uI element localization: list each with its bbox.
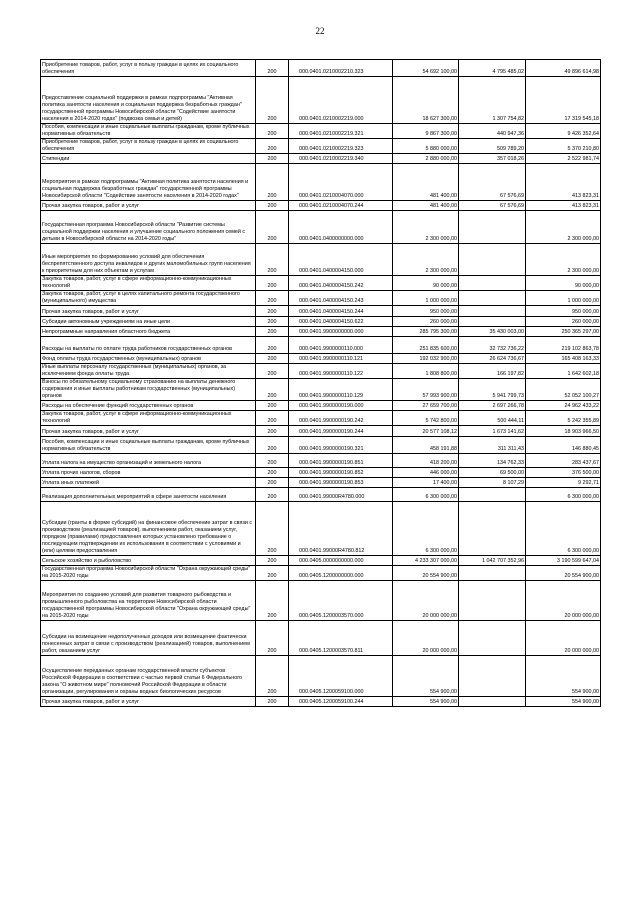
row-remaining-amount-cell: 49 896 614,98 <box>526 60 601 77</box>
row-code-cell: 200 <box>256 426 289 437</box>
row-code-cell: 200 <box>256 276 289 291</box>
row-classification-code-cell: 000.0401.99000R4780.000 <box>289 488 393 502</box>
row-remaining-amount-cell: 5 242 355,89 <box>526 411 601 426</box>
table-row <box>41 124 601 139</box>
row-executed-amount-cell <box>459 697 526 707</box>
row-approved-amount-cell: 20 000 000,00 <box>393 621 459 656</box>
row-remaining-amount-cell: 146 880,45 <box>526 437 601 454</box>
row-name-cell: Прочая закупка товаров, работ и услуг <box>41 697 256 707</box>
row-name-cell: Приобретение товаров, работ, услуг в пользу граждан в целях их социального обеспечения <box>41 60 256 77</box>
table-row <box>41 77 601 124</box>
table-row <box>41 401 601 411</box>
row-approved-amount-cell: 27 659 700,00 <box>393 401 459 411</box>
row-classification-code-cell: 000.0401.9900000000.000 <box>289 327 393 337</box>
row-approved-amount-cell: 18 627 300,00 <box>393 77 459 124</box>
row-name-cell: Уплата налога на имущество организаций и земельного налога <box>41 454 256 468</box>
row-approved-amount-cell: 260 000,00 <box>393 317 459 327</box>
row-executed-amount-cell <box>459 621 526 656</box>
row-code-cell: 200 <box>256 164 289 201</box>
row-approved-amount-cell: 192 032 900,00 <box>393 354 459 364</box>
row-approved-amount-cell: 20 000 000,00 <box>393 581 459 621</box>
table-row <box>41 244 601 276</box>
row-code-cell: 200 <box>256 468 289 478</box>
row-remaining-amount-cell: 413 823,31 <box>526 201 601 211</box>
row-remaining-amount-cell: 18 903 966,50 <box>526 426 601 437</box>
row-classification-code-cell: 000.0401.9900000110.121 <box>289 354 393 364</box>
table-row <box>41 211 601 244</box>
row-code-cell: 200 <box>256 337 289 354</box>
row-executed-amount-cell: 67 576,69 <box>459 201 526 211</box>
row-remaining-amount-cell: 24 962 433,22 <box>526 401 601 411</box>
row-remaining-amount-cell: 9 426 352,64 <box>526 124 601 139</box>
row-code-cell: 200 <box>256 244 289 276</box>
table-row <box>41 164 601 201</box>
row-executed-amount-cell <box>459 276 526 291</box>
row-approved-amount-cell: 481 400,00 <box>393 164 459 201</box>
row-approved-amount-cell: 5 880 000,00 <box>393 139 459 154</box>
row-code-cell: 200 <box>256 556 289 566</box>
row-approved-amount-cell: 554 900,00 <box>393 697 459 707</box>
row-classification-code-cell: 000.0405.0000000000.000 <box>289 556 393 566</box>
row-classification-code-cell: 000.0401.9900000190.242 <box>289 411 393 426</box>
table-row <box>41 317 601 327</box>
row-classification-code-cell: 000.0401.0400004150.000 <box>289 244 393 276</box>
row-executed-amount-cell <box>459 317 526 327</box>
row-approved-amount-cell: 90 000,00 <box>393 276 459 291</box>
row-classification-code-cell: 000.0405.1200000000.000 <box>289 566 393 581</box>
row-approved-amount-cell: 57 993 900,00 <box>393 379 459 401</box>
row-approved-amount-cell: 446 000,00 <box>393 468 459 478</box>
row-approved-amount-cell: 5 742 800,00 <box>393 411 459 426</box>
row-approved-amount-cell: 418 200,00 <box>393 454 459 468</box>
row-code-cell: 200 <box>256 454 289 468</box>
row-remaining-amount-cell: 2 522 981,74 <box>526 154 601 164</box>
row-approved-amount-cell: 2 300 000,00 <box>393 244 459 276</box>
row-executed-amount-cell <box>459 488 526 502</box>
row-code-cell: 200 <box>256 327 289 337</box>
row-code-cell: 200 <box>256 77 289 124</box>
table-row <box>41 621 601 656</box>
row-remaining-amount-cell: 413 823,31 <box>526 164 601 201</box>
row-remaining-amount-cell: 554 900,00 <box>526 697 601 707</box>
row-classification-code-cell: 000.0401.9900000110.129 <box>289 379 393 401</box>
row-classification-code-cell: 000.0401.0400004150.242 <box>289 276 393 291</box>
row-remaining-amount-cell: 554 900,00 <box>526 656 601 697</box>
row-classification-code-cell: 000.0401.0400004150.244 <box>289 306 393 317</box>
row-remaining-amount-cell: 52 052 100,27 <box>526 379 601 401</box>
row-approved-amount-cell: 20 577 108,12 <box>393 426 459 437</box>
row-classification-code-cell: 000.0401.9900000190.244 <box>289 426 393 437</box>
row-classification-code-cell: 000.0401.9900000190.851 <box>289 454 393 468</box>
row-approved-amount-cell: 9 867 300,00 <box>393 124 459 139</box>
row-name-cell: Осуществление переданных органам государственной власти субъектов Российской Федерации в соответствии с частью первой статьи 6 Федерального закона "О животном мире" полномочий Российской Федерации в области организации, регулирования и охраны водных биологических ресурсов <box>41 656 256 697</box>
row-name-cell: Непрограммные направления областного бюджета <box>41 327 256 337</box>
row-remaining-amount-cell: 17 319 545,18 <box>526 77 601 124</box>
row-approved-amount-cell: 4 233 307 000,00 <box>393 556 459 566</box>
row-classification-code-cell: 000.0401.0210002210.323 <box>289 60 393 77</box>
row-code-cell: 200 <box>256 364 289 379</box>
row-classification-code-cell: 000.0401.0210002219.323 <box>289 139 393 154</box>
row-name-cell: Государственная программа Новосибирской области "Развитие системы социальной поддержки населения и улучшение социального положения семей с детьми в Новосибирской области на 2014-2020 годы" <box>41 211 256 244</box>
row-code-cell: 200 <box>256 201 289 211</box>
table-row <box>41 354 601 364</box>
row-classification-code-cell: 000.0401.0210002219.340 <box>289 154 393 164</box>
row-executed-amount-cell: 2 697 266,78 <box>459 401 526 411</box>
row-executed-amount-cell: 69 500,00 <box>459 468 526 478</box>
row-executed-amount-cell: 166 197,82 <box>459 364 526 379</box>
row-executed-amount-cell <box>459 211 526 244</box>
row-name-cell: Закупка товаров, работ, услуг в сфере информационно-коммуникационных технологий <box>41 276 256 291</box>
row-approved-amount-cell: 6 300 000,00 <box>393 488 459 502</box>
row-classification-code-cell: 000.0401.0210004070.000 <box>289 164 393 201</box>
row-name-cell: Иные мероприятия по формированию условий для обеспечения беспрепятственного доступа инвалидов и других маломобильных групп населения к приоритетным для них объектам и услугам <box>41 244 256 276</box>
row-name-cell: Мероприятия по созданию условий для развития товарного рыбоводства и промышленного рыболовства на территории Новосибирской области государственной программы Новосибирской области "Охрана окружающей среды" на 2015-2020 годы <box>41 581 256 621</box>
row-remaining-amount-cell: 1 000 000,00 <box>526 291 601 306</box>
row-remaining-amount-cell: 20 000 000,00 <box>526 581 601 621</box>
row-classification-code-cell: 000.0401.9900000110.000 <box>289 337 393 354</box>
table-row <box>41 556 601 566</box>
table-row <box>41 379 601 401</box>
row-remaining-amount-cell: 20 000 000,00 <box>526 621 601 656</box>
row-classification-code-cell: 000.0401.0400000000.000 <box>289 211 393 244</box>
row-executed-amount-cell: 509 789,20 <box>459 139 526 154</box>
row-classification-code-cell: 000.0401.9900000110.122 <box>289 364 393 379</box>
row-approved-amount-cell: 554 900,00 <box>393 656 459 697</box>
table-row <box>41 656 601 697</box>
row-classification-code-cell: 000.0401.9900000190.852 <box>289 468 393 478</box>
row-classification-code-cell: 000.0401.9900000190.321 <box>289 437 393 454</box>
row-name-cell: Закупка товаров, работ, услуг в сфере информационно-коммуникационных технологий <box>41 411 256 426</box>
row-remaining-amount-cell: 9 292,71 <box>526 478 601 488</box>
row-name-cell: Прочая закупка товаров, работ и услуг <box>41 306 256 317</box>
row-executed-amount-cell: 35 430 003,00 <box>459 327 526 337</box>
row-executed-amount-cell <box>459 306 526 317</box>
row-remaining-amount-cell: 2 300 000,00 <box>526 244 601 276</box>
table-row <box>41 502 601 556</box>
table-row <box>41 468 601 478</box>
row-code-cell: 200 <box>256 211 289 244</box>
table-row <box>41 437 601 454</box>
table-row <box>41 581 601 621</box>
table-row <box>41 201 601 211</box>
row-remaining-amount-cell: 250 365 297,00 <box>526 327 601 337</box>
row-remaining-amount-cell: 6 300 000,00 <box>526 488 601 502</box>
table-row <box>41 291 601 306</box>
row-code-cell: 200 <box>256 379 289 401</box>
row-classification-code-cell: 000.0401.0210002219.000 <box>289 77 393 124</box>
row-executed-amount-cell: 1 673 141,62 <box>459 426 526 437</box>
row-classification-code-cell: 000.0401.0400004150.622 <box>289 317 393 327</box>
table-row <box>41 276 601 291</box>
row-name-cell: Уплата прочих налогов, сборов <box>41 468 256 478</box>
row-name-cell: Приобретение товаров, работ, услуг в пользу граждан в целях их социального обеспечения <box>41 139 256 154</box>
row-name-cell: Расходы на обеспечение функций государственных органов <box>41 401 256 411</box>
row-name-cell: Уплата иных платежей <box>41 478 256 488</box>
row-classification-code-cell: 000.0401.0400004150.243 <box>289 291 393 306</box>
row-name-cell: Реализация дополнительных мероприятий в сфере занятости населения <box>41 488 256 502</box>
row-classification-code-cell: 000.0405.1200059100.000 <box>289 656 393 697</box>
row-classification-code-cell: 000.0405.1200003570.811 <box>289 621 393 656</box>
row-classification-code-cell: 000.0405.1200059100.244 <box>289 697 393 707</box>
table-row <box>41 337 601 354</box>
row-name-cell: Государственная программа Новосибирской области "Охрана окружающей среды" на 2015-2020 годы <box>41 566 256 581</box>
row-executed-amount-cell: 32 732 736,22 <box>459 337 526 354</box>
row-code-cell: 200 <box>256 411 289 426</box>
row-code-cell: 200 <box>256 478 289 488</box>
row-name-cell: Фонд оплаты труда государственных (муниципальных) органов <box>41 354 256 364</box>
row-name-cell: Пособия, компенсации и иные социальные выплаты гражданам, кроме публичных нормативных обязательств <box>41 124 256 139</box>
table-row <box>41 478 601 488</box>
row-approved-amount-cell: 2 880 000,00 <box>393 154 459 164</box>
row-name-cell: Субсидии автономным учреждениям на иные цели <box>41 317 256 327</box>
row-approved-amount-cell: 251 835 600,00 <box>393 337 459 354</box>
row-name-cell: Расходы на выплаты по оплате труда работников государственных органов <box>41 337 256 354</box>
row-name-cell: Сельское хозяйство и рыболовство <box>41 556 256 566</box>
row-classification-code-cell: 000.0401.9900000190.853 <box>289 478 393 488</box>
row-name-cell: Взносы по обязательному социальному страхованию на выплаты денежного содержания и иные выплаты работникам государственных (муниципальных) органов <box>41 379 256 401</box>
row-code-cell: 200 <box>256 566 289 581</box>
row-approved-amount-cell: 950 000,00 <box>393 306 459 317</box>
row-code-cell: 200 <box>256 124 289 139</box>
row-approved-amount-cell: 20 554 900,00 <box>393 566 459 581</box>
table-row <box>41 454 601 468</box>
row-executed-amount-cell: 67 576,69 <box>459 164 526 201</box>
row-name-cell: Закупка товаров, работ, услуг в целях капитального ремонта государственного (муниципального) имущества <box>41 291 256 306</box>
page-number: 22 <box>315 26 325 36</box>
row-executed-amount-cell: 8 107,29 <box>459 478 526 488</box>
row-executed-amount-cell: 311 311,43 <box>459 437 526 454</box>
row-approved-amount-cell: 1 000 000,00 <box>393 291 459 306</box>
row-code-cell: 200 <box>256 291 289 306</box>
row-name-cell: Стипендии <box>41 154 256 164</box>
row-name-cell: Иные выплаты персоналу государственных (муниципальных) органов, за исключением фонда оплаты труда <box>41 364 256 379</box>
row-classification-code-cell: 000.0401.9900000190.000 <box>289 401 393 411</box>
row-approved-amount-cell: 6 300 000,00 <box>393 502 459 556</box>
row-executed-amount-cell: 440 947,36 <box>459 124 526 139</box>
table-row <box>41 566 601 581</box>
budget-table <box>40 59 601 707</box>
row-code-cell: 200 <box>256 354 289 364</box>
row-code-cell: 200 <box>256 60 289 77</box>
table-row <box>41 697 601 707</box>
row-executed-amount-cell <box>459 291 526 306</box>
row-code-cell: 200 <box>256 154 289 164</box>
row-remaining-amount-cell: 165 408 163,33 <box>526 354 601 364</box>
row-code-cell: 200 <box>256 139 289 154</box>
row-code-cell: 200 <box>256 488 289 502</box>
row-classification-code-cell: 000.0401.0210004070.244 <box>289 201 393 211</box>
row-remaining-amount-cell: 283 437,67 <box>526 454 601 468</box>
row-code-cell: 200 <box>256 306 289 317</box>
row-code-cell: 200 <box>256 401 289 411</box>
row-executed-amount-cell <box>459 502 526 556</box>
row-approved-amount-cell: 2 300 000,00 <box>393 211 459 244</box>
row-code-cell: 200 <box>256 317 289 327</box>
row-name-cell: Предоставление социальной поддержки в рамках подпрограммы "Активная политика занятости населения и социальная поддержка безработных граждан" государственной программы Новосибирской области "Содействие занятости населения в 2014-2020 годах" (подвозка семьи и детей) <box>41 77 256 124</box>
row-approved-amount-cell: 481 400,00 <box>393 201 459 211</box>
row-remaining-amount-cell: 2 300 000,00 <box>526 211 601 244</box>
row-remaining-amount-cell: 260 000,00 <box>526 317 601 327</box>
row-name-cell: Пособия, компенсации и иные социальные выплаты гражданам, кроме публичных нормативных обязательств <box>41 437 256 454</box>
row-executed-amount-cell: 500 444,11 <box>459 411 526 426</box>
row-executed-amount-cell <box>459 656 526 697</box>
row-executed-amount-cell: 357 018,26 <box>459 154 526 164</box>
row-executed-amount-cell: 26 624 736,67 <box>459 354 526 364</box>
row-remaining-amount-cell: 5 370 210,80 <box>526 139 601 154</box>
row-remaining-amount-cell: 6 300 000,00 <box>526 502 601 556</box>
row-executed-amount-cell <box>459 566 526 581</box>
row-code-cell: 200 <box>256 502 289 556</box>
table-row <box>41 154 601 164</box>
row-name-cell: Прочая закупка товаров, работ и услуг <box>41 426 256 437</box>
table-row <box>41 306 601 317</box>
row-executed-amount-cell <box>459 581 526 621</box>
row-classification-code-cell: 000.0401.99000R4780.812 <box>289 502 393 556</box>
row-approved-amount-cell: 54 692 100,00 <box>393 60 459 77</box>
row-code-cell: 200 <box>256 697 289 707</box>
row-approved-amount-cell: 1 808 800,00 <box>393 364 459 379</box>
row-name-cell: Субсидии (гранты в форме субсидий) на финансовое обеспечение затрат в связи с производством (реализацией товаров), выполнением работ, оказанием услуг, порядком (правилами) предоставления которых установлено требование о последующем подтверждении их использования в соответствии с условиями и (или) целями предоставления <box>41 502 256 556</box>
table-row <box>41 327 601 337</box>
row-classification-code-cell: 000.0401.0210002219.321 <box>289 124 393 139</box>
row-classification-code-cell: 000.0405.1200003570.000 <box>289 581 393 621</box>
row-approved-amount-cell: 458 191,88 <box>393 437 459 454</box>
row-remaining-amount-cell: 3 190 599 647,04 <box>526 556 601 566</box>
row-executed-amount-cell: 1 042 707 352,96 <box>459 556 526 566</box>
row-code-cell: 200 <box>256 656 289 697</box>
row-executed-amount-cell <box>459 244 526 276</box>
row-name-cell: Мероприятия в рамках подпрограммы "Активная политика занятости населения и социальная поддержка безработных граждан" государственной программы Новосибирской области "Содействие занятости населения в 2014-2020 годах" <box>41 164 256 201</box>
row-executed-amount-cell: 1 307 754,82 <box>459 77 526 124</box>
row-executed-amount-cell: 5 941 799,73 <box>459 379 526 401</box>
table-row <box>41 139 601 154</box>
table-row <box>41 60 601 77</box>
row-remaining-amount-cell: 219 102 863,78 <box>526 337 601 354</box>
row-executed-amount-cell: 4 795 485,02 <box>459 60 526 77</box>
row-name-cell: Прочая закупка товаров, работ и услуг <box>41 201 256 211</box>
row-remaining-amount-cell: 376 500,00 <box>526 468 601 478</box>
table-row <box>41 426 601 437</box>
row-code-cell: 200 <box>256 437 289 454</box>
row-remaining-amount-cell: 1 642 602,18 <box>526 364 601 379</box>
row-remaining-amount-cell: 20 554 900,00 <box>526 566 601 581</box>
row-name-cell: Субсидии на возмещение недополученных доходов или возмещение фактически понесенных затрат в связи с производством (реализацией) товаров, выполнением работ, оказанием услуг <box>41 621 256 656</box>
row-executed-amount-cell: 134 762,33 <box>459 454 526 468</box>
table-row <box>41 411 601 426</box>
row-code-cell: 200 <box>256 581 289 621</box>
row-approved-amount-cell: 285 795 300,00 <box>393 327 459 337</box>
row-remaining-amount-cell: 90 000,00 <box>526 276 601 291</box>
row-remaining-amount-cell: 950 000,00 <box>526 306 601 317</box>
row-approved-amount-cell: 17 400,00 <box>393 478 459 488</box>
row-code-cell: 200 <box>256 621 289 656</box>
table-row <box>41 364 601 379</box>
table-row <box>41 488 601 502</box>
